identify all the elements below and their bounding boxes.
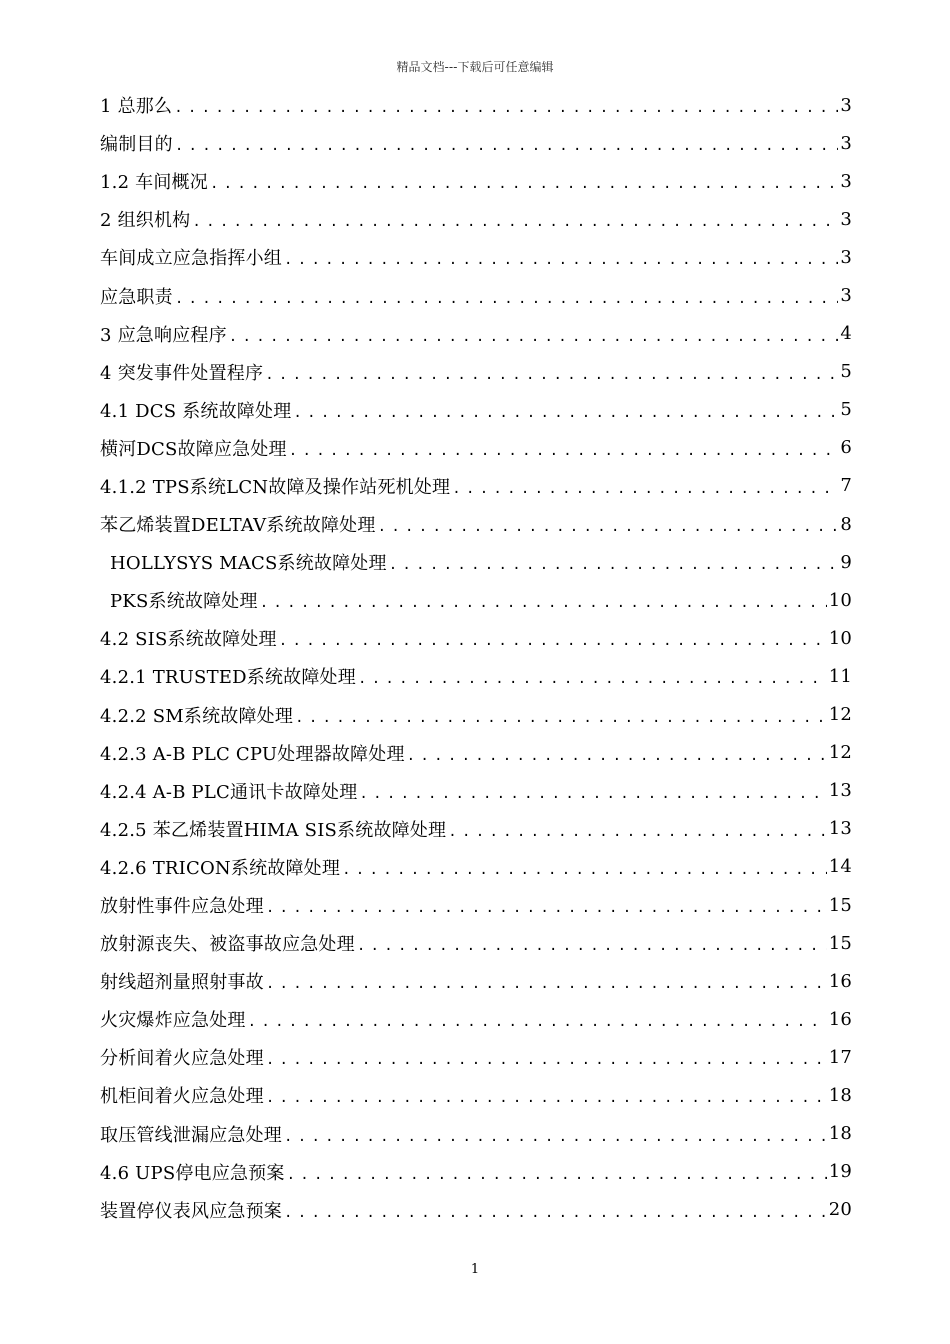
toc-dot-leader <box>342 857 827 877</box>
toc-dot-leader <box>407 743 827 763</box>
toc-dot-leader <box>389 552 838 572</box>
toc-dot-leader <box>260 590 827 610</box>
toc-entry-title: 3 应急响应程序 <box>100 324 227 346</box>
toc-entry-page: 15 <box>828 932 852 954</box>
toc-entry-page: 18 <box>828 1123 852 1145</box>
toc-entry-page: 3 <box>840 132 852 154</box>
toc-entry-title: 4 突发事件处置程序 <box>100 362 264 384</box>
toc-entry-page: 3 <box>840 94 852 116</box>
toc-entry[interactable] <box>100 543 852 581</box>
toc-entry-page: 12 <box>828 742 852 764</box>
toc-entry[interactable] <box>100 200 852 238</box>
toc-dot-leader <box>210 171 838 191</box>
toc-entry[interactable] <box>100 924 852 962</box>
toc-entry-page: 10 <box>828 627 852 649</box>
toc-entry-page: 4 <box>840 323 852 345</box>
toc-dot-leader <box>287 1162 827 1182</box>
toc-entry-title: 车间成立应急指挥小组 <box>100 248 282 270</box>
toc-entry[interactable] <box>100 162 852 200</box>
toc-dot-leader <box>295 705 827 725</box>
page-number: 1 <box>470 1262 480 1277</box>
toc-dot-leader <box>266 895 827 915</box>
toc-entry-page: 3 <box>840 246 852 268</box>
toc-entry-title: PKS系统故障处理 <box>110 591 258 613</box>
toc-entry[interactable] <box>100 696 852 734</box>
toc-entry[interactable] <box>100 1115 852 1153</box>
toc-entry-page: 17 <box>828 1046 852 1068</box>
toc-entry[interactable] <box>100 772 852 810</box>
toc-dot-leader <box>229 324 838 344</box>
toc-entry[interactable] <box>100 1153 852 1191</box>
toc-entry-title: 分析间着火应急处理 <box>100 1048 264 1070</box>
toc-entry-title: 4.2.6 TRICON系统故障处理 <box>100 857 341 879</box>
toc-dot-leader <box>378 514 838 534</box>
toc-entry-title: 4.2.4 A-B PLC通讯卡故障处理 <box>100 781 358 803</box>
toc-entry-title: 4.6 UPS停电应急预案 <box>100 1162 285 1184</box>
toc-dot-leader <box>266 1085 827 1105</box>
toc-dot-leader <box>358 666 827 686</box>
toc-entry-page: 20 <box>828 1199 852 1221</box>
toc-dot-leader <box>452 476 838 496</box>
toc-entry[interactable] <box>100 962 852 1000</box>
toc-dot-leader <box>289 438 838 458</box>
toc-entry-page: 13 <box>828 818 852 840</box>
toc-dot-leader <box>266 1047 827 1067</box>
toc-dot-leader <box>284 1200 827 1220</box>
toc-dot-leader <box>279 628 827 648</box>
toc-entry-title: 放射性事件应急处理 <box>100 896 264 918</box>
toc-entry[interactable] <box>100 124 852 162</box>
toc-entry-page: 12 <box>828 704 852 726</box>
toc-entry[interactable] <box>100 734 852 772</box>
toc-entry-title: 苯乙烯装置DELTAV系统故障处理 <box>100 515 376 537</box>
toc-dot-leader <box>192 209 838 229</box>
toc-entry[interactable] <box>100 1076 852 1114</box>
page-header: 精品文档---下载后可任意编辑 <box>396 60 554 74</box>
toc-entry[interactable] <box>100 1191 852 1229</box>
toc-entry-page: 3 <box>840 208 852 230</box>
toc-dot-leader <box>293 400 838 420</box>
toc-entry-page: 11 <box>828 665 852 687</box>
toc-entry[interactable] <box>100 619 852 657</box>
toc-entry-title: 取压管线泄漏应急处理 <box>100 1124 282 1146</box>
toc-entry-title: 4.2 SIS系统故障处理 <box>100 629 277 651</box>
toc-entry[interactable] <box>100 238 852 276</box>
toc-entry-page: 14 <box>828 856 852 878</box>
toc-entry[interactable] <box>100 429 852 467</box>
toc-dot-leader <box>265 362 838 382</box>
toc-entry-page: 5 <box>840 361 852 383</box>
toc-entry-title: 机柜间着火应急处理 <box>100 1086 264 1108</box>
toc-entry-title: 编制目的 <box>100 134 173 156</box>
toc-entry-title: 放射源丧失、被盗事故应急处理 <box>100 934 355 956</box>
toc-entry-title: 4.2.5 苯乙烯装置HIMA SIS系统故障处理 <box>100 819 447 841</box>
toc-entry[interactable] <box>100 505 852 543</box>
toc-entry-title: 1.2 车间概况 <box>100 172 208 194</box>
toc-entry-title: 4.2.2 SM系统故障处理 <box>100 705 294 727</box>
toc-entry-title: 4.2.1 TRUSTED系统故障处理 <box>100 667 356 689</box>
toc-entry[interactable] <box>100 848 852 886</box>
toc-dot-leader <box>284 247 838 267</box>
toc-dot-leader <box>357 933 827 953</box>
toc-entry[interactable] <box>100 467 852 505</box>
toc-entry-page: 3 <box>840 285 852 307</box>
toc-entry[interactable] <box>100 86 852 124</box>
toc-dot-leader <box>448 819 826 839</box>
toc-dot-leader <box>284 1124 827 1144</box>
toc-entry-title: 横河DCS故障应急处理 <box>100 438 287 460</box>
toc-dot-leader <box>248 1009 827 1029</box>
toc-entry-title: 2 组织机构 <box>100 210 191 232</box>
toc-entry-title: 4.1.2 TPS系统LCN故障及操作站死机处理 <box>100 476 451 498</box>
toc-entry-page: 15 <box>828 894 852 916</box>
toc-dot-leader <box>359 781 826 801</box>
toc-entry-page: 6 <box>840 437 852 459</box>
toc-entry-title: 1 总那么 <box>100 96 173 118</box>
toc-dot-leader <box>174 95 838 115</box>
toc-entry-page: 10 <box>828 589 852 611</box>
table-of-contents <box>100 86 852 1229</box>
toc-entry-title: HOLLYSYS MACS系统故障处理 <box>110 553 387 575</box>
toc-entry[interactable] <box>100 391 852 429</box>
toc-entry-page: 16 <box>828 1008 852 1030</box>
toc-entry-page: 3 <box>840 170 852 192</box>
toc-entry-page: 16 <box>828 970 852 992</box>
toc-dot-leader <box>175 133 838 153</box>
toc-entry[interactable] <box>100 353 852 391</box>
toc-dot-leader <box>266 971 827 991</box>
toc-entry[interactable] <box>100 315 852 353</box>
toc-entry-page: 7 <box>840 475 852 497</box>
toc-entry[interactable] <box>100 1000 852 1038</box>
toc-entry[interactable] <box>100 1038 852 1076</box>
toc-entry-page: 8 <box>840 513 852 535</box>
toc-entry-title: 4.2.3 A-B PLC CPU处理器故障处理 <box>100 743 405 765</box>
toc-entry[interactable] <box>100 810 852 848</box>
toc-entry-title: 射线超剂量照射事故 <box>100 972 264 994</box>
toc-entry-page: 18 <box>828 1084 852 1106</box>
toc-entry-page: 5 <box>840 399 852 421</box>
toc-entry-title: 装置停仪表风应急预案 <box>100 1200 282 1222</box>
toc-entry-page: 19 <box>828 1161 852 1183</box>
toc-entry-page: 9 <box>840 551 852 573</box>
toc-entry-title: 4.1 DCS 系统故障处理 <box>100 400 292 422</box>
toc-entry[interactable] <box>100 657 852 695</box>
toc-entry-title: 火灾爆炸应急处理 <box>100 1010 246 1032</box>
toc-entry[interactable] <box>100 581 852 619</box>
toc-entry-title: 应急职责 <box>100 286 173 308</box>
toc-entry[interactable] <box>100 276 852 314</box>
toc-entry-page: 13 <box>828 780 852 802</box>
toc-entry[interactable] <box>100 886 852 924</box>
toc-dot-leader <box>175 286 838 306</box>
